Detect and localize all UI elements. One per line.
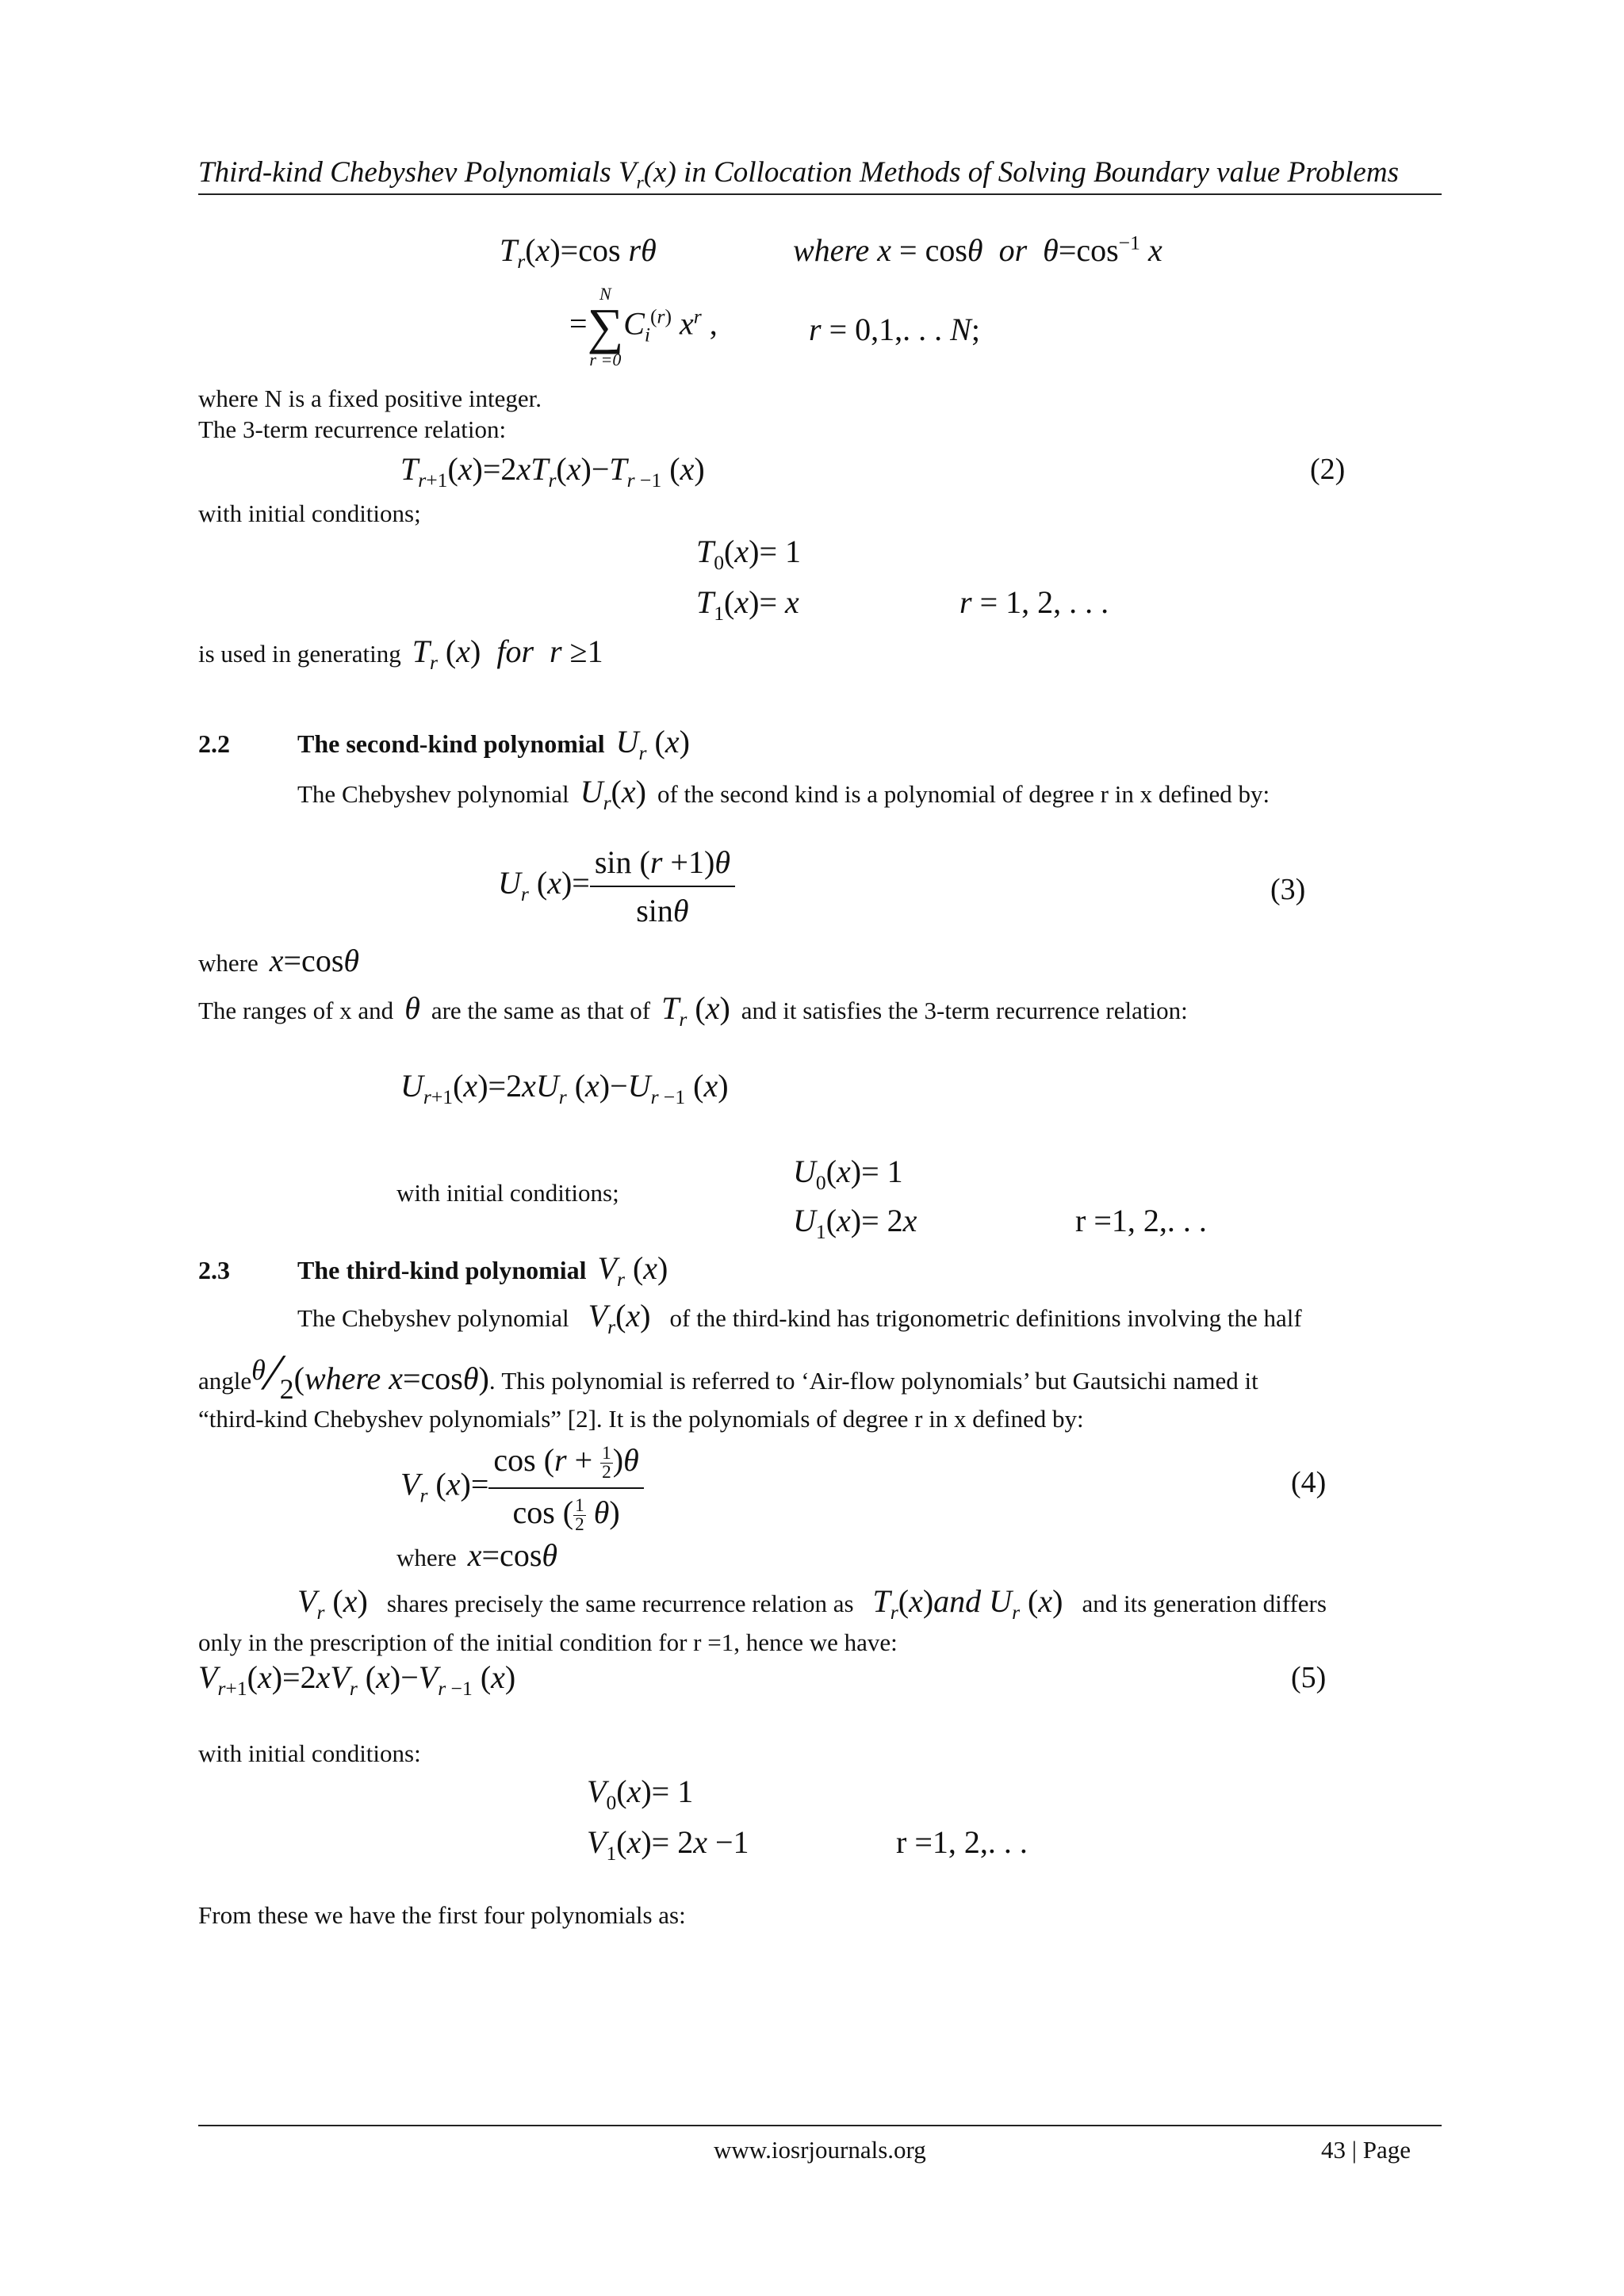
section-2-3-number: 2.3: [198, 1256, 230, 1284]
where-text-2: where: [396, 1544, 457, 1571]
eq-3-number: (3): [1270, 873, 1306, 906]
header-rule: [198, 193, 1442, 195]
ranges-a: The ranges of x and: [198, 997, 394, 1024]
eq-t0: $T_0(x)= 1$: [696, 534, 802, 574]
v-def-line: The Chebyshev polynomial $V_r(x)$ of the third-kind has trigonometric definitions involving the half: [297, 1298, 1302, 1338]
fixed-n-text: where N is a fixed positive integer.: [198, 385, 542, 412]
eq-u0: $U_0(x)= 1$: [793, 1154, 903, 1194]
v-def-a: The Chebyshev polynomial: [297, 1304, 569, 1332]
ranges-line: The ranges of x and θ are the same as that of $T_r$ (x) and it satisfies the 3-term recurrence relation:: [198, 990, 1188, 1031]
airflow-text: . This polynomial is referred to ‘Air-flow polynomials’ but Gautsichi named it: [488, 1367, 1258, 1395]
v-def-b: of the third-kind has trigonometric definitions involving the half: [669, 1304, 1302, 1332]
angle-text: angle: [198, 1367, 252, 1395]
eq-4: $V_r$ (x)= cos (r + $\frac{1}{2}$ )θ cos ( $\frac{1}{2}$ θ): [400, 1441, 644, 1534]
eq-u-recurrence: $U_{r+1}(x)=2xU_r$ $(x)-U_{r -1}$ (x): [400, 1068, 729, 1108]
u-def-line: The Chebyshev polynomial $U_r(x)$ of the second kind is a polynomial of degree r in x defined by:: [297, 774, 1270, 814]
header-prefix: Third-kind Chebyshev Polynomials V: [198, 156, 637, 189]
recur-intro-text: The 3-term recurrence relation:: [198, 415, 507, 443]
eq-tr-where: where x = cosθ or $\theta=\cos^{-1}$ x: [793, 231, 1162, 268]
section-2-3-title: The third-kind polynomial: [297, 1256, 587, 1284]
footer-page: 43 | Page: [1321, 2136, 1411, 2164]
shares-end-text: and its generation differs: [1082, 1590, 1327, 1617]
eq-5: $V_{r+1}(x)=2xV_r$ $(x)-V_{r -1}$ (x): [198, 1659, 516, 1700]
eq-t-range: r = 1, 2, . . .: [959, 584, 1109, 620]
angle-line: angleθ/2(where x=cosθ). This polynomial is referred to ‘Air-flow polynomials’ but Gautsichi named it: [198, 1344, 1258, 1405]
eq-v0: $V_0(x)= 1$: [587, 1774, 694, 1814]
init-conditions-1: with initial conditions;: [198, 499, 421, 527]
ranges-c: and it satisfies the 3-term recurrence relation:: [741, 997, 1188, 1024]
running-header: [198, 155, 1399, 193]
ranges-b: are the same as that of: [431, 997, 651, 1024]
where-x2-line: where x=cosθ: [396, 1537, 558, 1573]
u-def-suffix: of the second kind is a polynomial of degree r in x defined by:: [657, 780, 1270, 808]
where-x-line: where x=cosθ: [198, 943, 360, 978]
eq-tr-range: r = 0,1,. . . N;: [809, 312, 980, 347]
eq-v-range: r =1, 2,. . .: [896, 1824, 1028, 1860]
section-2-2-number: 2.2: [198, 729, 230, 758]
used-in-text: is used in generating: [198, 640, 401, 668]
first-four-text: From these we have the first four polynomials as:: [198, 1901, 686, 1929]
eq-4-number: (4): [1291, 1466, 1327, 1499]
init-conditions-3: with initial conditions:: [198, 1739, 421, 1767]
shares-line: $V_r$ (x) shares precisely the same recurrence relation as $T_r(x)and$ $U_r$ (x) and its generation differs: [297, 1583, 1327, 1624]
footer-rule: [198, 2125, 1442, 2126]
eq-tr-sum: = N ∑ r =0 $C_i^{(r)}$ $x^r$ ,: [569, 284, 718, 369]
third-kind-text: “third-kind Chebyshev polynomials” [2]. It is the polynomials of degree r in x defined by:: [198, 1405, 1084, 1433]
eq-v1: $V_1(x)= 2x -1$: [587, 1824, 749, 1865]
eq-2-number: (2): [1310, 453, 1346, 486]
eq-5-number: (5): [1291, 1661, 1327, 1694]
eq-2: $T_{r+1}(x)=2xT_r(x)-T_{r -1}$ (x): [400, 451, 705, 492]
eq-u1: $U_1(x)= 2x$: [793, 1203, 917, 1243]
eq-tr-def: $T_r(x)=\cos$ rθ: [500, 232, 657, 273]
shares-text: shares precisely the same recurrence relation as: [386, 1590, 854, 1617]
section-2-3-heading: The third-kind polynomial $V_r$ (x): [297, 1250, 668, 1291]
footer-url[interactable]: www.iosrjournals.org: [714, 2136, 926, 2164]
only-in-text: only in the prescription of the initial condition for r =1, hence we have:: [198, 1628, 898, 1656]
eq-u-range: r =1, 2,. . .: [1075, 1203, 1207, 1238]
init-conditions-2: with initial conditions;: [396, 1179, 619, 1207]
where-text: where: [198, 949, 259, 977]
section-2-2-heading: The second-kind polynomial $U_r$ (x): [297, 724, 690, 764]
section-2-2-title: The second-kind polynomial: [297, 729, 605, 758]
header-sub: r: [636, 172, 644, 193]
eq-3: $U_r$ (x)= $\frac{\sin (r +1)\theta}{\sin\theta}$: [498, 844, 735, 929]
used-in-line: is used in generating $T_r$ (x) for r ≥1: [198, 633, 603, 674]
eq-t1: $T_1(x)= x$: [696, 584, 799, 625]
header-suffix: (x) in Collocation Methods of Solving Boundary value Problems: [643, 156, 1399, 189]
u-def-text: The Chebyshev polynomial: [297, 780, 569, 808]
